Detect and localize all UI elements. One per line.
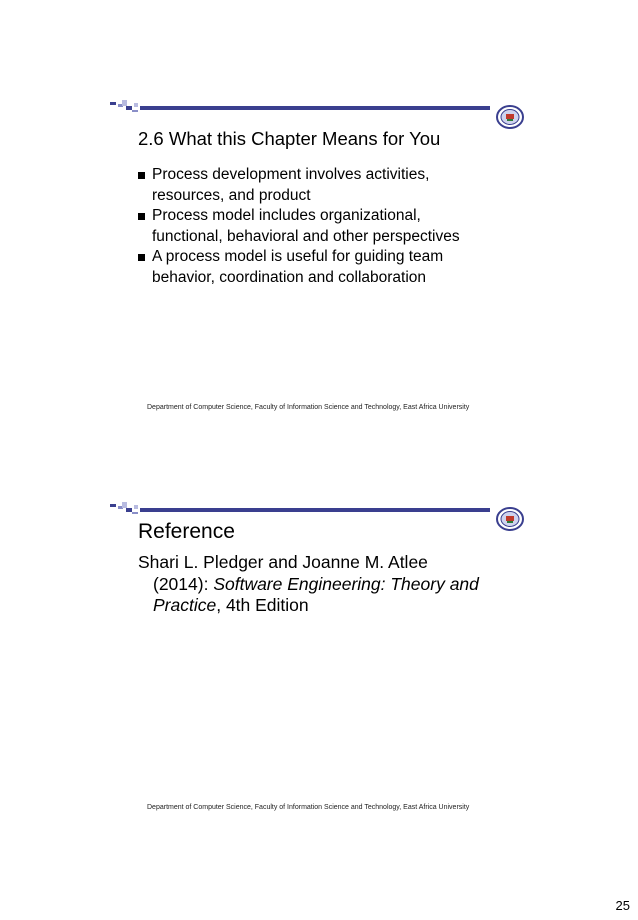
bullet-square-icon (138, 254, 145, 261)
slide-2 (110, 500, 530, 830)
slide-footer: Department of Computer Science, Faculty of Information Science and Technology, East Africa University (147, 804, 470, 811)
slide-title: 2.6 What this Chapter Means for You (138, 128, 441, 149)
slide-footer: Department of Computer Science, Faculty of Information Science and Technology, East Africa University (147, 404, 470, 411)
slide-title: Reference (138, 520, 235, 543)
bullet-square-icon (138, 172, 145, 179)
reference-edition: , 4th Edition (216, 595, 309, 615)
slide-1 (110, 98, 530, 428)
page-number: 25 (615, 898, 630, 913)
reference-entry (138, 552, 518, 617)
title-decoration-bar (110, 500, 530, 516)
university-logo-icon (496, 105, 524, 129)
university-logo-icon (496, 507, 524, 531)
list-item: Process development involves activities, resources, and product (138, 165, 528, 206)
bullet-list (138, 165, 528, 288)
reference-book-title: Software Engineering: Theory and (213, 573, 479, 594)
reference-authors: Shari L. Pledger and Joanne M. Atlee (138, 552, 428, 572)
bullet-square-icon (138, 213, 145, 220)
list-item: Process model includes organizational, functional, behavioral and other perspectives (138, 206, 528, 247)
list-item: A process model is useful for guiding team behavior, coordination and collaboration (138, 247, 528, 288)
title-decoration-bar (110, 98, 530, 114)
reference-book-title-cont: Practice (153, 595, 217, 615)
reference-details: (2014): Software Engineering: Theory and (153, 573, 479, 594)
